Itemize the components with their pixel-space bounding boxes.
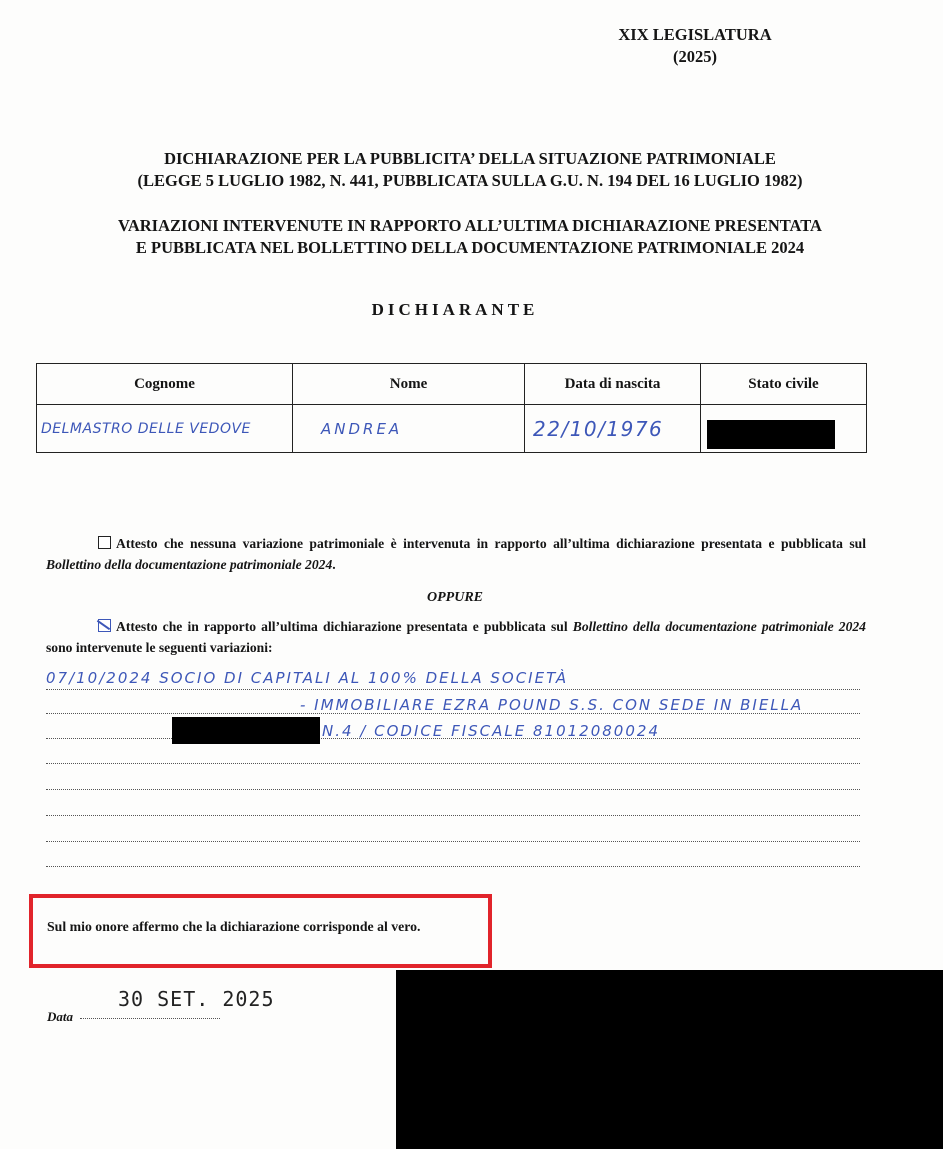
table-header-row [37,364,867,405]
data-nascita-value: 22/10/1976 [533,416,664,441]
variation-text-2: - IMMOBILIARE EZRA POUND S.S. CON SEDE IN BIELLA [300,696,804,714]
header-data-nascita: Data di nascita [525,364,701,405]
declarant-table [36,363,867,453]
header-stato-civile: Stato civile [701,364,867,405]
cell-nome [293,405,525,453]
variation-line-4 [46,763,860,764]
cell-data-nascita [525,405,701,453]
cognome-value: DELMASTRO DELLE VEDOVE [41,420,251,437]
header-cognome: Cognome [37,364,293,405]
stato-civile-redaction [707,420,835,449]
title-line-4: E PUBBLICATA NEL BOLLETTINO DELLA DOCUMENTAZIONE PATRIMONIALE 2024 [135,238,805,257]
honor-statement: Sul mio onore affermo che la dichiarazione corrisponde al vero. [47,919,421,934]
section-title: DICHIARANTE [371,300,539,319]
oppure-label: OPPURE [427,590,483,605]
document-title [40,148,900,192]
legislature-header [560,24,830,68]
legislature-label: XIX LEGISLATURA [618,25,772,44]
variation-line-5 [46,789,860,790]
variation-line-1 [46,689,860,690]
variation-line-7 [46,841,860,842]
header-nome: Nome [293,364,525,405]
cell-cognome [37,405,293,453]
title-line-2: (LEGGE 5 LUGLIO 1982, N. 441, PUBBLICATA SULLA G.U. N. 194 DEL 16 LUGLIO 1982) [137,171,803,190]
title-line-3: VARIAZIONI INTERVENUTE IN RAPPORTO ALL’ULTIMA DICHIARAZIONE PRESENTATA [118,216,822,235]
date-dotted-line [80,1018,220,1019]
variation-line-6 [46,815,860,816]
legislature-year: (2025) [673,47,717,66]
title-line-1: DICHIARAZIONE PER LA PUBBLICITA’ DELLA SITUAZIONE PATRIMONIALE [164,149,776,168]
option-no-variation: Attesto che nessuna variazione patrimoniale è intervenuta in rapporto all’ultima dichiarazione presentata e pubblicata sul Bollettino della documentazione patrimoniale 2024. [46,536,866,572]
variation-text-3: N.4 / CODICE FISCALE 81012080024 [322,722,660,740]
date-stamp: 30 SET. 2025 [118,987,275,1011]
option-variations: Attesto che in rapporto all’ultima dichiarazione presentata e pubblicata sul Bollettino della documentazione patrimoniale 2024 sono intervenute le seguenti variazioni: [46,619,866,655]
cell-stato-civile [701,405,867,453]
checkbox-variations[interactable] [98,619,111,632]
variation-line-8 [46,866,860,867]
variation-text-1: 07/10/2024 SOCIO DI CAPITALI AL 100% DELLA SOCIETÀ [46,669,569,687]
nome-value: ANDREA [321,419,403,438]
document-subtitle [40,215,900,259]
table-row [37,405,867,453]
address-redaction [172,717,320,744]
checkbox-no-variation[interactable] [98,536,111,549]
date-label: Data [47,1009,73,1024]
signature-redaction [396,970,943,1149]
